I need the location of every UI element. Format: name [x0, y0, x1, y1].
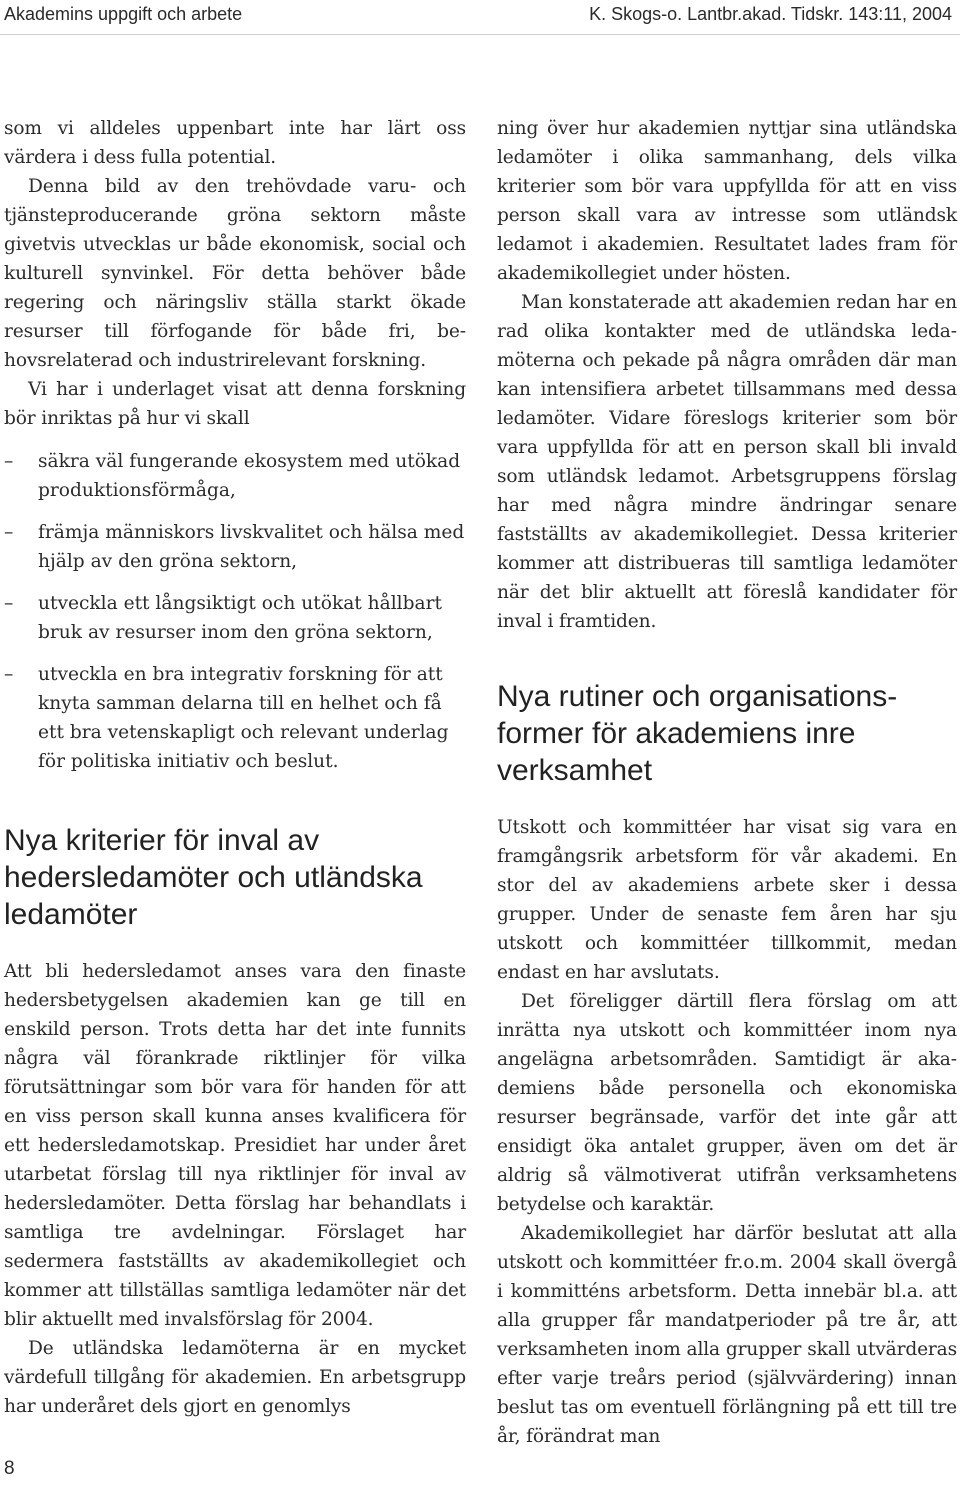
section-heading: Nya kriterier för inval av hedersledamöter och utländska ledamöter	[4, 824, 423, 931]
paragraph: Utskott och kommittéer har visat sig vara en framgångsrik arbetsform för vår akademi. En stor del av akademiens arbete sker i dessa grupper. Under de senaste fem åren har sju utskott och kommittéer tillkommit, medan endast en har avslutats.	[497, 817, 957, 983]
research-aims-list	[4, 447, 466, 776]
paragraph: Denna bild av den trehövdade varu- och tjänsteproducerande gröna sektorn måste givetvis utvecklas ur både ekonomisk, social och kulturell synvinkel. För detta behöver både regering och näringsliv ställa starkt ökade resurser till förfogande för både fri, behovsrelaterad och industrirelevant forskning.	[4, 176, 466, 371]
right-column	[497, 114, 957, 1451]
left-column	[4, 114, 466, 1421]
paragraph: som vi alldeles uppenbart inte har lärt oss värdera i dess fulla potential.	[4, 118, 466, 168]
dash-bullet: –	[4, 593, 14, 614]
list-item	[4, 589, 466, 647]
header-divider	[0, 34, 960, 35]
running-header-title: Akademins uppgift och arbete	[4, 4, 243, 24]
paragraph: ning över hur akademien nyttjar sina utländska ledamöter i olika sammanhang, dels vilka kriterier som bör vara uppfyllda för att en viss person skall vara av intresse som utländsk ledamot i akademien. Resultatet lades fram för akademikollegiet under hösten.	[497, 118, 957, 284]
dash-bullet: –	[4, 664, 14, 685]
paragraph: Man konstaterade att akademien redan har en rad olika kontakter med de utländska ledamöterna och pekade på några områden där man kan intensifiera arbetet tillsammans med dessa ledamöter. Vidare föreslogs kriterier som bör vara uppfyllda för att en person skall bli invald som utländsk ledamot. Arbetsgruppens förslag har med några mindre ändringar senare fastställts av akademikollegiet. Dessa kriterier kommer att distribueras till samtliga ledamöter när det blir aktuellt att föreslå kandidater för inval i framtiden.	[497, 292, 957, 632]
dash-bullet: –	[4, 522, 14, 543]
list-item-text: främja människors livskvalitet och hälsa med hjälp av den gröna sektorn,	[38, 522, 465, 572]
list-item	[4, 660, 466, 776]
dash-bullet: –	[4, 451, 14, 472]
list-item-text: utveckla en bra integrativ forskning för att knyta samman delarna till en helhet och få ett bra vetenskapligt och relevant underlag för politiska initiativ och beslut.	[38, 664, 449, 772]
paragraph: Akademikollegiet har därför beslutat att alla utskott och kommittéer fr.o.m. 2004 skall övergå i kommitténs arbetsform. Detta innebär bl.a. att alla grupper får mandatperioder på tre år, att verksamheten inom alla grupper skall utvärderas efter varje treårs period (självvärdering) innan beslut tas om eventuell förlängning på ett till tre år, förändrat man	[497, 1223, 957, 1447]
list-item	[4, 518, 466, 576]
list-item	[4, 447, 466, 505]
list-item-text: utveckla ett långsiktigt och utökat hållbart bruk av resurser inom den gröna sektorn,	[38, 593, 442, 643]
paragraph: Vi har i underlaget visat att denna forskning bör inriktas på hur vi skall	[4, 379, 466, 429]
paragraph: Det föreligger därtill flera förslag om att inrätta nya utskott och kommittéer inom nya angelägna arbetsområden. Samtidigt är akademiens både personella och ekonomiska resurser begränsade, varför det inte går att ensidigt öka antalet grupper, även om det är aldrig så välmotiverat utifrån verksamhetens betydelse och karaktär.	[497, 991, 957, 1215]
paragraph: Att bli hedersledamot anses vara den finaste hedersbetygelsen akademien kan ge till en enskild person. Trots detta har det inte funnits några väl förankrade riktlinjer för vilka förutsättningar som bör vara för handen för att en viss person skall kunna anses kvalificera för ett hedersledamotskap. Presidiet har under året utarbetat förslag till nya riktlinjer för inval av hedersledamöter. Detta förslag har behandlats i samtliga tre avdelningar. Förslaget har sedermera fastställts av akademikollegiet och kommer att tillställas samtliga ledamöter när det blir aktuellt med invalsförslag för 2004.	[4, 961, 466, 1330]
list-item-text: säkra väl fungerande ekosystem med utökad produktionsförmåga,	[38, 451, 461, 501]
paragraph: De utländska ledamöterna är en mycket värdefull tillgång för akademien. En arbetsgrupp har underåret dels gjort en genomlys	[4, 1338, 466, 1417]
section-heading: Nya rutiner och organisationsformer för akademiens inre verksamhet	[497, 680, 898, 787]
running-header-citation: K. Skogs-o. Lantbr.akad. Tidskr. 143:11, 2004	[589, 4, 952, 24]
page-number: 8	[4, 1458, 15, 1479]
